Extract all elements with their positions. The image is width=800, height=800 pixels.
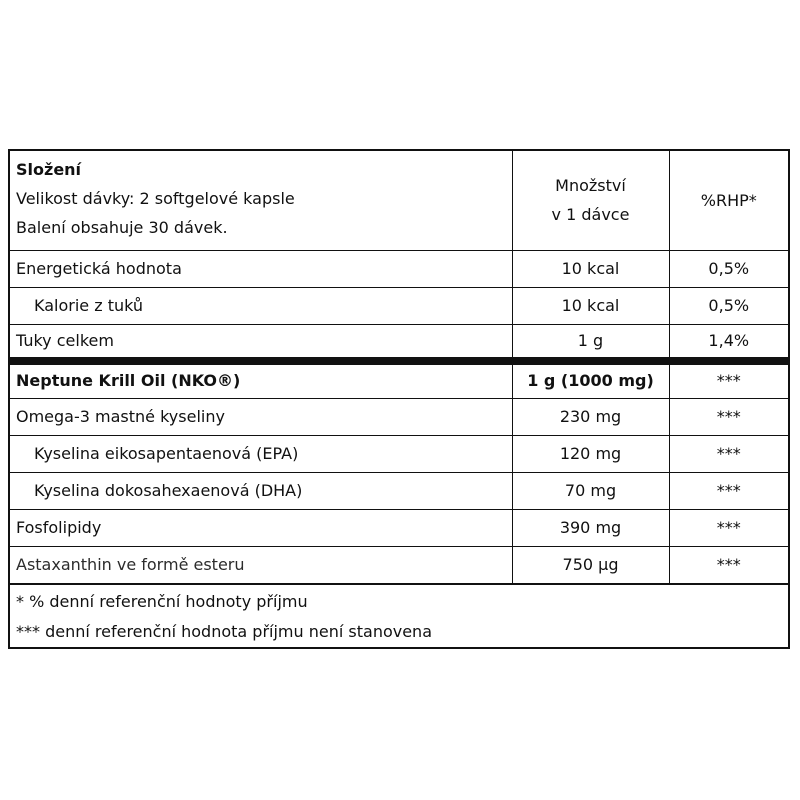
- row-rhp: ***: [669, 435, 788, 472]
- row-name: Kyselina eikosapentaenová (EPA): [10, 435, 512, 472]
- amount-header: [512, 151, 669, 250]
- table-header-row: [10, 151, 788, 250]
- row-rhp: 0,5%: [669, 250, 788, 287]
- table-row: [10, 287, 788, 324]
- row-rhp: ***: [669, 472, 788, 509]
- row-rhp: ***: [669, 546, 788, 583]
- header-label-cell: [10, 151, 512, 250]
- rhp-header: %RHP*: [669, 151, 788, 250]
- amount-header-line2: v 1 dávce: [551, 205, 630, 225]
- serving-size: Velikost dávky: 2 softgelové kapsle: [16, 189, 295, 208]
- row-name: Tuky celkem: [10, 324, 512, 361]
- row-amount: 390 mg: [512, 509, 669, 546]
- row-name: Kalorie z tuků: [10, 287, 512, 324]
- table-row: [10, 472, 788, 509]
- row-amount: 1 g (1000 mg): [512, 361, 669, 398]
- servings-per-pack: Balení obsahuje 30 dávek.: [16, 218, 228, 237]
- composition-table: [10, 151, 788, 584]
- row-name: Energetická hodnota: [10, 250, 512, 287]
- row-amount: 70 mg: [512, 472, 669, 509]
- row-amount: 750 µg: [512, 546, 669, 583]
- table-row: [10, 324, 788, 361]
- row-name: Fosfolipidy: [10, 509, 512, 546]
- row-amount: 10 kcal: [512, 250, 669, 287]
- row-name: Kyselina dokosahexaenová (DHA): [10, 472, 512, 509]
- table-row: [10, 250, 788, 287]
- footnotes: [10, 584, 788, 647]
- composition-title: Složení: [16, 160, 82, 179]
- table-row: [10, 546, 788, 583]
- row-amount: 230 mg: [512, 398, 669, 435]
- row-rhp: ***: [669, 361, 788, 398]
- footnote-not-set: *** denní referenční hodnota příjmu není stanovena: [16, 621, 432, 641]
- row-rhp: ***: [669, 509, 788, 546]
- table-row: [10, 509, 788, 546]
- table-row: [10, 435, 788, 472]
- row-amount: 10 kcal: [512, 287, 669, 324]
- row-name: Astaxanthin ve formě esteru: [10, 546, 512, 583]
- row-name: Neptune Krill Oil (NKO®): [10, 361, 512, 398]
- amount-header-line1: Množství: [555, 176, 626, 196]
- table-row: [10, 398, 788, 435]
- row-rhp: 0,5%: [669, 287, 788, 324]
- row-name: Omega-3 mastné kyseliny: [10, 398, 512, 435]
- nutrition-table: [8, 149, 790, 649]
- row-amount: 120 mg: [512, 435, 669, 472]
- row-amount: 1 g: [512, 324, 669, 361]
- table-row: [10, 361, 788, 398]
- row-rhp: ***: [669, 398, 788, 435]
- row-rhp: 1,4%: [669, 324, 788, 361]
- footnote-rhp: * % denní referenční hodnoty příjmu: [16, 591, 308, 611]
